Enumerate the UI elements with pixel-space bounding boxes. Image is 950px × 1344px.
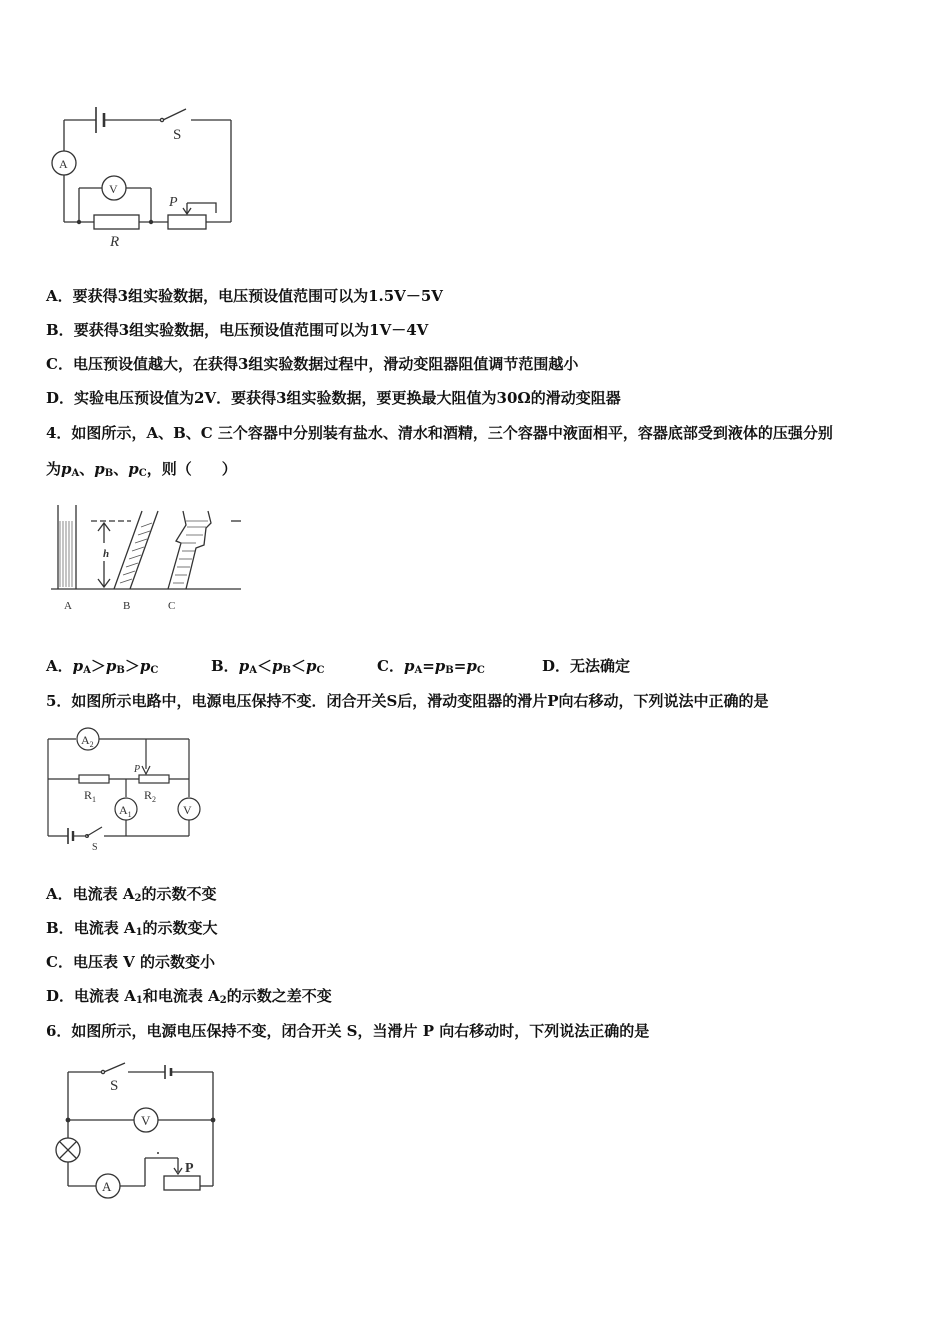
q4-c-op-2: = <box>453 657 467 675</box>
q4-pa-sub: A <box>71 468 80 479</box>
q4-option-d-letter: D． <box>542 657 571 675</box>
q4-option-a <box>46 655 158 676</box>
q4-option-b <box>211 655 324 676</box>
q4-option-d-text: 无法确定 <box>570 657 631 675</box>
q4-a-pc: p <box>139 657 151 675</box>
q4-c-pa: p <box>403 657 415 675</box>
q5-option-b-sub: 1 <box>135 927 143 938</box>
q3-option-d-letter: D． <box>46 389 75 407</box>
q6-voltmeter-symbol: V <box>141 1113 151 1128</box>
q4-a-pa: p <box>72 657 84 675</box>
q4-a-sub-c: C <box>150 665 159 676</box>
q5-p-label: P <box>134 764 141 775</box>
q5-option-a-after: 的示数不变 <box>141 885 217 903</box>
q5-a2-label <box>81 733 94 749</box>
q4-option-c <box>377 655 485 676</box>
q4-stem-line1: 4．如图所示，A、B、C 三个容器中分别装有盐水、清水和酒精，三个容器中液面相平，容器底部受到液体的压强分别 <box>46 424 833 442</box>
q3-option-c-letter: C． <box>46 355 73 373</box>
q4-b-sub-a: A <box>249 665 257 676</box>
q5-option-c-letter: C． <box>46 953 73 971</box>
q4-c-sub-c: C <box>476 665 485 676</box>
q6-stem: 6．如图所示，电源电压保持不变，闭合开关 S，当滑片 P 向右移动时，下列说法正确的是 <box>46 1022 650 1040</box>
q4-sep-1: 、 <box>79 460 95 478</box>
q3-slider-label: P <box>169 195 178 210</box>
q5-option-d-text: 电流表 A <box>74 987 136 1005</box>
q4-pc-p: p <box>128 460 139 478</box>
q4-options-row <box>46 655 746 675</box>
q6-slider-label: P <box>185 1161 194 1176</box>
q5-r2-letter: R <box>144 788 153 802</box>
q3-option-c <box>46 354 578 374</box>
q4-containers-figure <box>46 503 246 615</box>
q4-a-sub-a: A <box>83 665 91 676</box>
q4-stem-prefix: 为 <box>46 460 62 478</box>
q4-containers-svg <box>46 503 246 615</box>
q4-option-d <box>542 655 630 676</box>
q4-label-c: C <box>168 600 176 612</box>
q6-switch-label: S <box>110 1078 119 1094</box>
q4-pc-sub: C <box>138 468 147 479</box>
q4-b-op-2: ＜ <box>290 657 306 675</box>
q4-b-pc: p <box>305 657 317 675</box>
q6-circuit-svg <box>50 1060 225 1200</box>
q3-ammeter-symbol: A <box>59 157 68 171</box>
q5-option-d-after: 的示数之差不变 <box>226 987 332 1005</box>
q4-pb-p: p <box>94 460 105 478</box>
q4-c-sub-b: B <box>445 665 454 676</box>
q5-option-d <box>46 986 332 1011</box>
q5-option-d-mid: 和电流表 A <box>142 987 220 1005</box>
q4-b-pa: p <box>238 657 250 675</box>
q5-option-a <box>46 884 217 909</box>
q3-option-a-letter: A． <box>46 287 73 305</box>
q5-r1-label <box>84 788 96 804</box>
q4-pa-p: p <box>61 460 72 478</box>
q5-s-label: S <box>92 842 98 853</box>
q5-option-b-letter: B． <box>46 919 74 937</box>
q4-a-sub-b: B <box>116 665 125 676</box>
q5-a1-letter: A <box>119 803 128 817</box>
q3-option-b-letter: B． <box>46 321 74 339</box>
q5-a1-sub: 1 <box>127 810 132 819</box>
q3-option-b-text: 要获得3组实验数据，电压预设值范围可以为1V－4V <box>73 321 429 339</box>
q5-option-a-letter: A． <box>46 885 73 903</box>
q3-voltmeter-symbol: V <box>109 182 118 196</box>
q5-option-d-sub1: 1 <box>135 995 143 1006</box>
q3-option-a <box>46 286 443 306</box>
q4-b-pb: p <box>271 657 283 675</box>
q5-option-b-after: 的示数变大 <box>142 919 218 937</box>
q4-label-a: A <box>64 600 72 612</box>
q5-option-b-text: 电流表 A <box>73 919 136 937</box>
q4-stem-suffix: ，则（ ） <box>146 460 237 478</box>
q4-pb-sub: B <box>104 468 114 479</box>
q4-b-sub-c: C <box>316 665 325 676</box>
q3-circuit-figure <box>46 95 246 255</box>
q6-ammeter-symbol: A <box>102 1179 112 1194</box>
q4-option-b-letter: B． <box>211 657 239 675</box>
q3-option-d-text: 实验电压预设值为2V．要获得3组实验数据，要更换最大阻值为30Ω的滑动变阻器 <box>74 389 621 407</box>
q4-stem-line2 <box>46 459 237 484</box>
q5-r2-label <box>144 788 156 804</box>
q4-b-sub-b: B <box>282 665 291 676</box>
q3-option-c-text: 电压预设值越大，在获得3组实验数据过程中，滑动变阻器阻值调节范围越小 <box>72 355 579 373</box>
q5-option-d-sub2: 2 <box>219 995 227 1006</box>
q4-h-label: h <box>103 548 110 560</box>
q4-b-op-1: ＜ <box>256 657 272 675</box>
q5-option-a-sub: 2 <box>134 893 142 904</box>
q5-option-d-letter: D． <box>46 987 75 1005</box>
q4-c-sub-a: A <box>414 665 423 676</box>
q5-circuit-svg <box>46 724 206 854</box>
q4-option-a-letter: A． <box>46 657 73 675</box>
q5-a1-label <box>119 803 132 819</box>
q4-label-b: B <box>123 600 131 612</box>
q3-switch-label: S <box>173 127 182 143</box>
q4-a-pb: p <box>105 657 117 675</box>
q3-resistor-label: R <box>110 234 120 250</box>
q4-option-c-letter: C． <box>377 657 404 675</box>
q4-c-pb: p <box>434 657 446 675</box>
q3-circuit-svg <box>46 95 246 255</box>
q5-circuit-figure <box>46 724 206 854</box>
q5-r1-sub: 1 <box>92 795 97 804</box>
q5-r1-letter: R <box>84 788 93 802</box>
q5-stem: 5．如图所示电路中，电源电压保持不变．闭合开关S后，滑动变阻器的滑片P向右移动，下列说法中正确的是 <box>46 692 769 710</box>
q5-a2-sub: 2 <box>89 740 94 749</box>
q3-option-a-text: 要获得3组实验数据，电压预设值范围可以为1.5V－5V <box>72 287 443 305</box>
q5-option-b <box>46 918 218 943</box>
q5-option-c-text: 电压表 V 的示数变小 <box>72 953 216 971</box>
q6-circuit-figure <box>50 1060 225 1200</box>
q4-sep-2: 、 <box>113 460 129 478</box>
q5-a2-letter: A <box>81 733 90 747</box>
q5-option-a-text: 电流表 A <box>72 885 135 903</box>
q4-c-pc: p <box>466 657 477 675</box>
q4-a-op-1: ＞ <box>90 657 106 675</box>
q4-c-op-1: = <box>422 657 435 675</box>
q5-r2-sub: 2 <box>152 795 157 804</box>
q5-v-label: V <box>183 803 192 817</box>
q3-option-d <box>46 388 621 408</box>
q5-option-c <box>46 952 215 972</box>
q4-a-op-2: ＞ <box>124 657 140 675</box>
q3-option-b <box>46 320 428 340</box>
